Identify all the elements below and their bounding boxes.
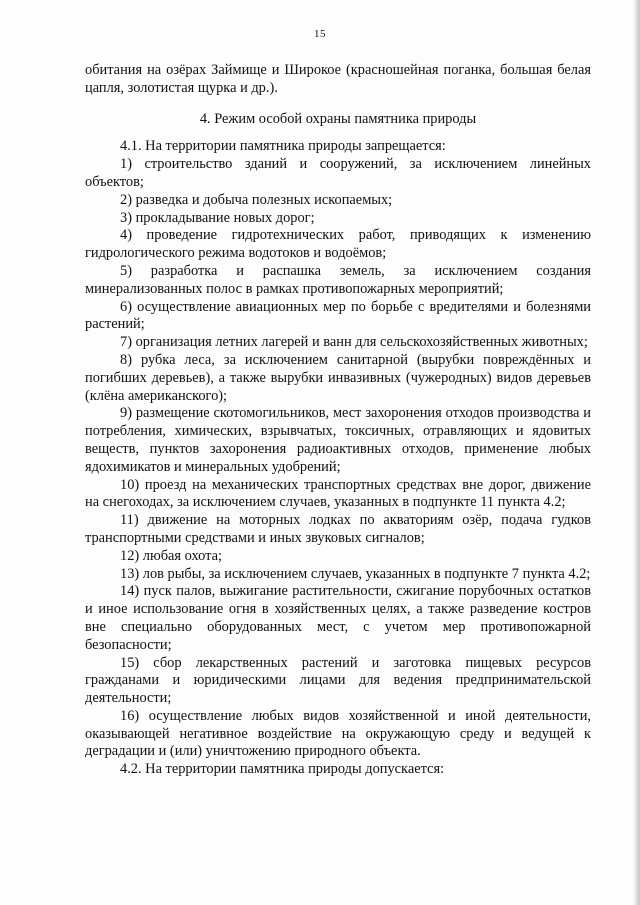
prohibition-item-15: 15) сбор лекарственных растений и заготовка пищевых ресурсов гражданами и юридическими лицами для ведения предпринимательской деятельности; xyxy=(85,654,591,707)
prohibition-item-5: 5) разработка и распашка земель, за исключением создания минерализованных полос в рамках противопожарных мероприятий; xyxy=(85,262,591,297)
prohibition-item-16: 16) осуществление любых видов хозяйственной и иной деятельности, оказывающей негативное воздействие на окружающую среду и ведущей к деградации и (или) уничтожению природного объекта. xyxy=(85,707,591,760)
prohibition-item-13: 13) лов рыбы, за исключением случаев, указанных в подпункте 7 пункта 4.2; xyxy=(120,565,591,582)
prohibition-item-14: 14) пуск палов, выжигание растительности, сжигание порубочных остатков и иное использование огня в хозяйственных целях, а также разведение костров вне специально оборудованных мест, с учетом мер противопожарной безопасности; xyxy=(85,583,591,653)
prohibition-item-12: 12) любая охота; xyxy=(120,547,222,564)
prohibition-item-6: 6) осуществление авиационных мер по борьбе с вредителями и болезнями растений; xyxy=(85,298,591,333)
prohibition-item-3: 3) прокладывание новых дорог; xyxy=(120,209,315,226)
section-heading: 4. Режим особой охраны памятника природы xyxy=(199,110,477,127)
page-edge-shadow xyxy=(633,0,640,905)
clause-4-1: 4.1. На территории памятника природы запрещается: xyxy=(120,138,446,155)
prohibition-item-11: 11) движение на моторных лодках по акваториям озёр, подача гудков транспортными средствами и иных звуковых сигналов; xyxy=(85,512,591,546)
prohibition-item-7: 7) организация летних лагерей и ванн для сельскохозяйственных животных; xyxy=(120,334,588,351)
prohibition-item-2: 2) разведка и добыча полезных ископаемых; xyxy=(120,191,393,208)
page-number: 15 xyxy=(314,28,326,40)
intro-paragraph: обитания на озёрах Займище и Широкое (красношейная поганка, большая белая цапля, золотистая щурка и др.). xyxy=(85,62,591,96)
prohibition-item-10: 10) проезд на механических транспортных средствах вне дорог, движение на снегоходах, за исключением случаев, указанных в подпункте 11 пункта 4.2; xyxy=(85,476,591,511)
prohibition-item-8: 8) рубка леса, за исключением санитарной (вырубки повреждённых и погибших деревьев), а также вырубки инвазивных (чужеродных) видов деревьев (клёна американского); xyxy=(85,351,591,404)
prohibition-item-9: 9) размещение скотомогильников, мест захоронения отходов производства и потребления, химических, взрывчатых, токсичных, отравляющих и ядовитых веществ, пунктов захоронения радиоактивных отходов, применение любых ядохимикатов и минеральных удобрений; xyxy=(85,405,591,475)
clause-4-2: 4.2. На территории памятника природы допускается: xyxy=(120,761,445,778)
prohibition-item-1: 1) строительство зданий и сооружений, за исключением линейных объектов; xyxy=(85,156,591,190)
prohibition-item-4: 4) проведение гидротехнических работ, приводящих к изменению гидрологического режима водотоков и водоёмов; xyxy=(85,227,591,262)
document-body xyxy=(85,62,591,779)
